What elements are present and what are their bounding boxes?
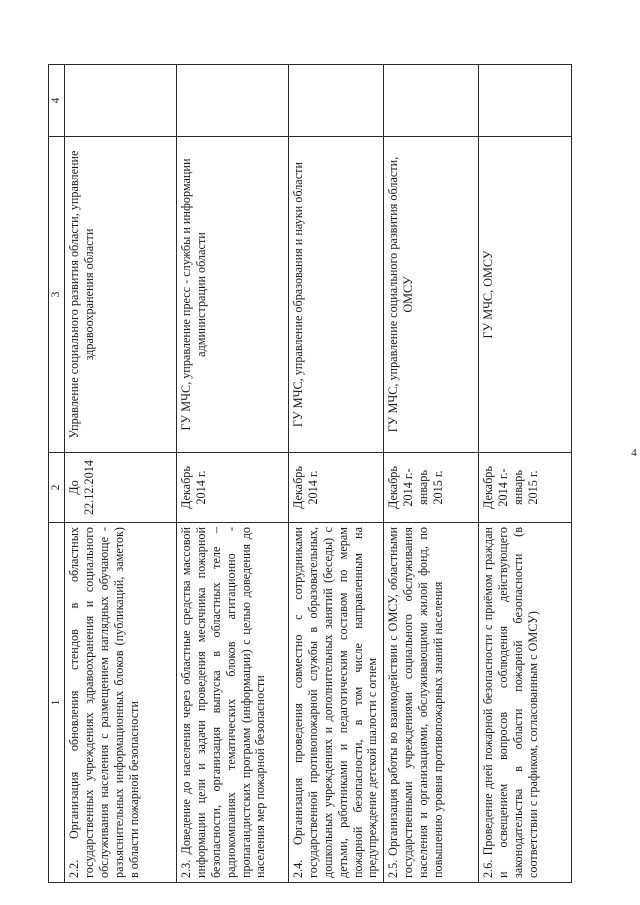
table-row — [384, 65, 479, 883]
term-cell: Декабрь 2014 г.- январь 2015 г. — [384, 453, 479, 523]
column-header-2: 2 — [49, 453, 65, 523]
table-row — [479, 65, 572, 883]
note-cell — [65, 65, 177, 137]
executor-cell: ГУ МЧС, ОМСУ — [479, 137, 572, 453]
event-cell: 2.5. Организация работы во взаимодействии с ОМСУ, областными государственными учреждениями социального обслуживания населения и организациями, обслуживающими жилой фонд, по повышению уровня противопожарных знаний населения — [384, 523, 479, 883]
event-cell: 2.2. Организация обновления стендов в областных государственных учреждениях здравоохранения и социального обслуживания населения с размещением наглядных обучающе - разъяснительных информационных блоков (публикаций, заметок) в области пожарной безопасности — [65, 523, 177, 883]
note-cell — [289, 65, 384, 137]
table-row — [177, 65, 289, 883]
note-cell — [384, 65, 479, 137]
executor-cell: ГУ МЧС, управление социального развития области, ОМСУ — [384, 137, 479, 453]
table-row — [289, 65, 384, 883]
table-header-row — [49, 65, 65, 883]
term-cell: До 22.12.2014 — [65, 453, 177, 523]
table-row — [65, 65, 177, 883]
executor-cell: ГУ МЧС, управление образования и науки области — [289, 137, 384, 453]
executor-cell: Управление социального развития области, управление здравоохранения области — [65, 137, 177, 453]
term-cell: Декабрь 2014 г.- январь 2015 г. — [479, 453, 572, 523]
note-cell — [177, 65, 289, 137]
event-cell: 2.4. Организация проведения совместно с сотрудниками государственной противопожарной службы в образовательных, дошкольных учреждениях и дополнительных занятий (беседы) с детьми, работниками и педагогическим составом по мерам пожарной безопасности, в том числе направленным на предупреждение детской шалости с огнем — [289, 523, 384, 883]
term-cell: Декабрь 2014 г. — [289, 453, 384, 523]
column-header-1: 1 — [49, 523, 65, 883]
note-cell — [479, 65, 572, 137]
measures-table — [48, 64, 572, 883]
executor-cell: ГУ МЧС, управление пресс - службы и информации администрации области — [177, 137, 289, 453]
event-cell: 2.3. Доведение до населения через областные средства массовой информации цели и задачи проведения месячника пожарной безопасности, организация выпуска в областных теле – радиокомпаниях тематических блоков агитационно - пропагандистских программ (информации) с целью доведения до населения мер пожарной безопасности — [177, 523, 289, 883]
column-header-4: 4 — [49, 65, 65, 137]
term-cell: Декабрь 2014 г. — [177, 453, 289, 523]
column-header-3: 3 — [49, 137, 65, 453]
event-cell: 2.6. Проведение дней пожарной безопасности с приёмом граждан и освещением вопросов соблюдения действующего законодательства в области пожарной безопасности (в соответствии с графиком, согласованным с ОМСУ) — [479, 523, 572, 883]
page-number: 4 — [631, 447, 637, 459]
